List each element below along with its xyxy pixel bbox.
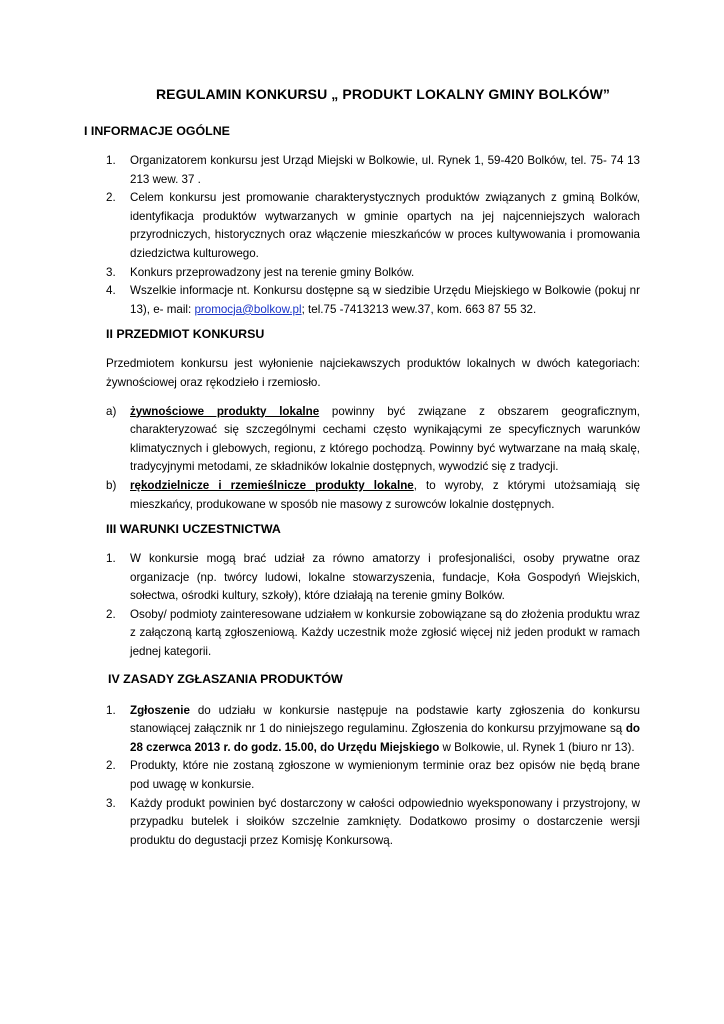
item-text: Produkty, które nie zostaną zgłoszone w wymienionym terminie oraz bez opisów nie będą brane pod uwagę w konkursie.: [130, 759, 640, 792]
section-heading: I INFORMACJE OGÓLNE: [84, 124, 230, 138]
document-title: REGULAMIN KONKURSU „ PRODUKT LOKALNY GMINY BOLKÓW”: [155, 86, 611, 102]
section-heading: IV ZASADY ZGŁASZANIA PRODUKTÓW: [108, 671, 343, 686]
item-text: W konkursie mogą brać udział za równo amatorzy i profesjonaliści, osoby prywatne oraz organizacje (np. twórcy ludowi, lokalne stowarzyszenia, fundacje, Koła Gospodyń Wiejskich, sołectwa, ośrodki kultury, szkoły), które działają na terenie gminy Bolków.: [130, 552, 640, 603]
item-number: 2.: [106, 759, 116, 773]
item-text: Każdy produkt powinien być dostarczony w całości odpowiednio wyeksponowany i przystrojony, w przypadku butelek i słoików szczelnie zamknięty. Dodatkowo prosimy o dostarczenie wersji produktu do degustacji przez Komisję Konkursową.: [130, 796, 640, 847]
list-item: [106, 477, 640, 514]
item-text: Osoby/ podmioty zainteresowane udziałem w konkursie zobowiązane są do złożenia produktu wraz z załączoną kartą zgłoszeniową. Każdy uczestnik może zgłosić więcej niż jeden produkt w ramach jednej kategorii.: [130, 607, 640, 659]
list-item: [106, 795, 640, 851]
item-text: Konkurs przeprowadzony jest na terenie gminy Bolków.: [130, 265, 415, 279]
submission-rules-list: [106, 702, 640, 851]
category-name: żywnościowe produkty lokalne: [130, 404, 320, 418]
list-item: [106, 757, 640, 794]
item-number: 3.: [106, 265, 116, 279]
item-number: 2.: [106, 191, 116, 205]
section-heading: II PRZEDMIOT KONKURSU: [106, 327, 265, 342]
item-text: , to wyroby, z którymi utożsamiają się mieszkańcy, produkowane w sposób nie masowy z surowców lokalnie dostępnych.: [130, 478, 641, 511]
category-name: rękodzielnicze i rzemieślnicze produkty lokalne: [130, 478, 414, 492]
section-participation: [106, 522, 640, 662]
item-number: 1.: [106, 154, 116, 167]
deadline-text: do 28 czerwca 2013 r. do godz. 15.00, do Urzędu Miejskiego: [130, 722, 640, 754]
item-text: Wszelkie informacje nt. Konkursu dostępne są w siedzibie Urzędu Miejskiego w Bolkowie (pokuj nr 13), e- mail:: [130, 284, 640, 316]
item-letter: b): [106, 478, 117, 492]
email-link[interactable]: promocja@bolkow.pl: [194, 302, 302, 316]
list-item: [106, 282, 640, 319]
item-text: Celem konkursu jest promowanie charakterystycznych produktów związanych z gminą Bolków, identyfikacja produktów wytwarzanych w gminie opartych na jej najcenniejszych walorach przyrodniczych, historycznych oraz włączenie mieszkańców w proces kultywowania i promowania dziedzictwa kulturowego.: [130, 191, 640, 260]
item-number: 3.: [106, 796, 116, 810]
subject-intro: Przedmiotem konkursu jest wyłonienie najciekawszych produktów lokalnych w dwóch kategoriach: żywnościowej oraz rękodzieło i rzemiosło.: [106, 357, 640, 389]
list-item: [106, 550, 640, 606]
section-submission-rules: [106, 672, 640, 851]
section-subject: [106, 327, 640, 514]
participation-list: [106, 550, 640, 662]
item-bold-text: Zgłoszenie: [130, 703, 190, 717]
list-item: [106, 702, 640, 758]
list-item: [106, 606, 640, 662]
item-text: powinny być związane z obszarem geograficznym, charakteryzować się szczególnymi cechami często wynikającymi ze specyficznych warunków klimatycznych i glebowych, regionu, z którego pochodzą. Powinny być wytwarzane na małą skalę, tradycyjnymi metodami, ze składników lokalnie dostępnych, wywodzić się z tradycji.: [130, 404, 640, 474]
item-text: w Bolkowie, ul. Rynek 1 (biuro nr 13).: [439, 740, 635, 754]
list-item: [106, 152, 640, 189]
item-number: 4.: [106, 284, 116, 298]
section-general-info: [84, 124, 640, 319]
item-text: do udziału w konkursie następuje na podstawie karty zgłoszenia do konkursu stanowiącej załącznik nr 1 do niniejszego regulaminu. Zgłoszenia do konkursu przyjmowane są: [130, 703, 640, 736]
item-letter: a): [106, 404, 117, 418]
list-item: [106, 264, 640, 283]
list-item: [106, 189, 640, 263]
item-text: Organizatorem konkursu jest Urząd Miejski w Bolkowie, ul. Rynek 1, 59-420 Bolków, tel. 75- 74 13 213 wew. 37 .: [130, 154, 640, 186]
subject-categories-list: [106, 403, 640, 515]
item-number: 1.: [106, 552, 116, 566]
list-item: [106, 403, 640, 477]
item-text: ; tel.75 -7413213 wew.37, kom. 663 87 55 32.: [301, 302, 537, 316]
item-number: 2.: [106, 607, 116, 621]
item-number: 1.: [106, 703, 116, 717]
section-heading: III WARUNKI UCZESTNICTWA: [106, 522, 281, 537]
general-info-list: [106, 152, 640, 319]
